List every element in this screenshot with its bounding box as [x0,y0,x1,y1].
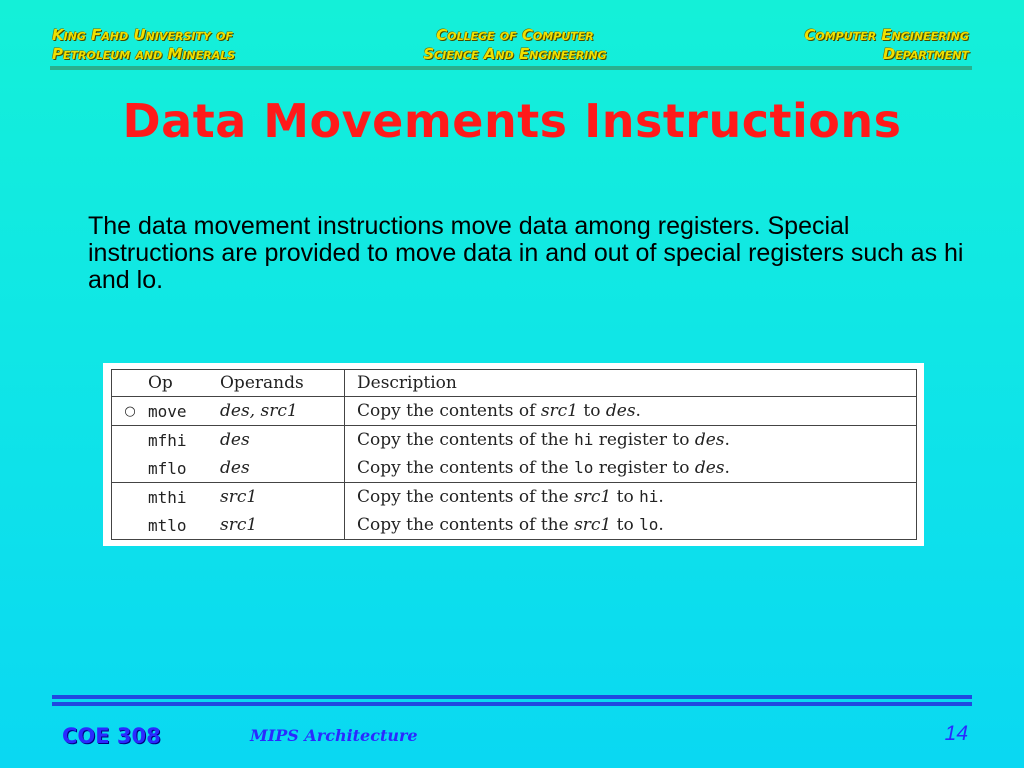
table-row [112,454,917,483]
header-department-line2: Department [882,45,969,63]
table-row [112,426,917,455]
row-description [345,454,917,483]
row-mark: ○ [112,397,149,426]
table-row [112,511,917,540]
header-university-line2: Petroleum and Minerals [52,45,236,63]
header-divider [50,66,972,70]
description-segment: des [694,430,725,450]
description-segment: lo [639,515,659,534]
description-segment: . [658,515,664,535]
row-operands: des [220,454,345,483]
header-university [52,26,235,64]
row-description [345,397,917,426]
description-segment: register to [593,458,695,478]
description-segment: . [658,487,664,507]
footer-rule-bottom [52,702,972,706]
description-segment: hi [574,430,594,449]
description-segment: Copy the contents of the [357,515,575,535]
row-mark [112,511,149,540]
table-header-description: Description [345,370,917,397]
row-op: move [148,397,220,426]
description-segment: Copy the contents of [357,401,541,421]
table-header-row [112,370,917,397]
description-segment: to [611,515,640,535]
row-description [345,511,917,540]
description-segment: to [578,401,606,421]
row-operands: des [220,426,345,455]
row-op: mthi [148,483,220,512]
row-mark [112,426,149,455]
row-op: mfhi [148,426,220,455]
instruction-table-panel [103,363,924,546]
header-college-line1: College of Computer [436,26,594,44]
description-segment: . [724,458,730,478]
description-segment: . [724,430,730,450]
description-segment: hi [639,487,659,506]
description-segment: register to [593,430,695,450]
description-segment: . [635,401,641,421]
footer-rule-top [52,695,972,699]
table-row [112,397,917,426]
header-college-line2: Science And Engineering [423,45,607,63]
description-segment: lo [574,458,594,477]
description-segment: Copy the contents of the [357,430,575,450]
row-op: mtlo [148,515,187,535]
table-header-operands: Operands [220,370,345,397]
description-segment: src1 [574,515,612,535]
body-paragraph: The data movement instructions move data among registers. Special instructions are provided to move data in and out of special registers such as hi and lo. [88,212,964,294]
table-header-mark [112,370,149,397]
row-op: mflo [148,458,187,478]
description-segment: des [694,458,725,478]
slide-title: Data Movements Instructions [122,94,902,148]
row-mark [112,483,149,512]
description-segment: src1 [574,487,612,507]
header-department [804,26,969,64]
header-college [390,26,640,64]
table-header-op: Op [148,370,220,397]
description-segment: Copy the contents of the [357,487,575,507]
description-segment: Copy the contents of the [357,458,575,478]
description-segment: src1 [540,401,578,421]
header-department-line1: Computer Engineering [804,26,969,44]
header-university-line1: King Fahd University of [52,26,234,44]
row-description [345,426,917,455]
row-description [345,483,917,512]
footer-page-number: 14 [944,722,968,745]
row-operands: des, src1 [220,397,345,426]
description-segment: to [611,487,640,507]
row-mark [112,454,149,483]
footer-course-code: COE 308 [62,724,161,748]
description-segment: des [605,401,636,421]
table-row [112,483,917,512]
row-operands: src1 [220,511,345,540]
instruction-table [111,369,917,540]
footer-topic: MIPS Architecture [250,726,418,745]
row-operands: src1 [220,483,345,512]
